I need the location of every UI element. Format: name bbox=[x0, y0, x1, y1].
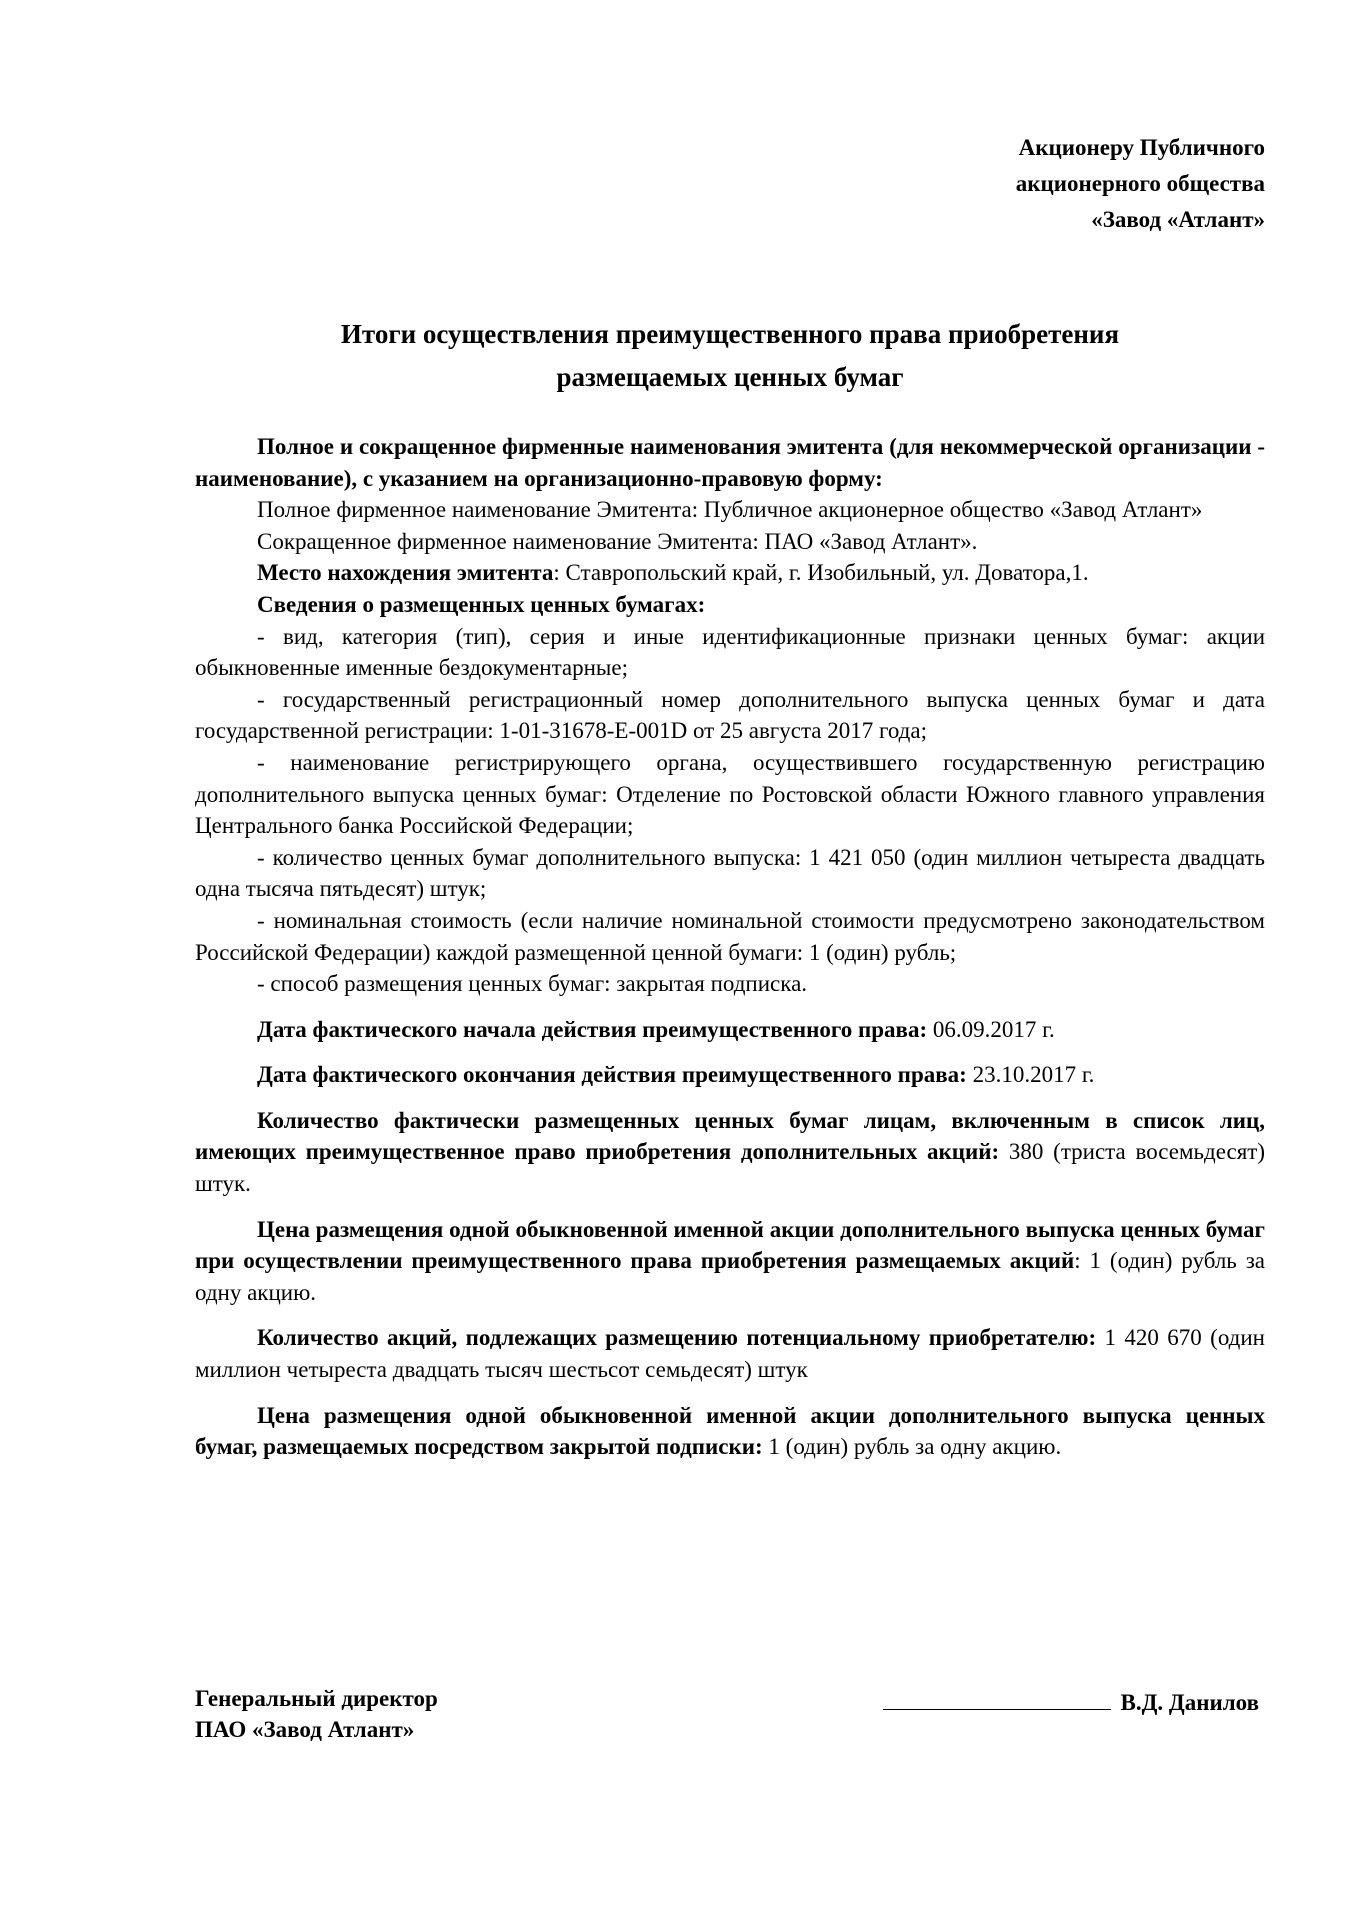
title-line: Итоги осуществления преимущественного права приобретения bbox=[340, 319, 1120, 349]
location-value: : Ставропольский край, г. Изобильный, ул. Доватора,1. bbox=[553, 560, 1089, 586]
placed-count-value: 380 (триста восемьдесят) штук. bbox=[195, 1139, 1265, 1197]
start-date-label: Дата фактического начала действия преимущественного права: bbox=[257, 1016, 928, 1042]
issuer-names-heading: Полное и сокращенное фирменные наименования эмитента (для некоммерческой организации - наименование), с указанием на организационно-правовую форму: bbox=[195, 434, 1265, 491]
price-closed-paragraph bbox=[195, 1400, 1265, 1463]
price-preemptive-label: Цена размещения одной обыкновенной именной акции дополнительного выпуска ценных бумаг при осуществлении преимущественного права приобретения размещаемых акций bbox=[195, 1216, 1265, 1274]
price-preemptive-value: : 1 (один) рубль за одну акцию. bbox=[195, 1248, 1265, 1305]
potential-buyer-paragraph bbox=[195, 1322, 1265, 1385]
securities-item: - наименование регистрирующего органа, осуществившего государственную регистрацию дополнительного выпуска ценных бумаг: Отделение по Ростовской области Южного главного управления Центрального банка Российской Федерации; bbox=[195, 749, 1265, 839]
end-date-paragraph bbox=[195, 1059, 1265, 1091]
price-closed-label: Цена размещения одной обыкновенной именной акции дополнительного выпуска ценных бумаг, размещаемых посредством закрытой подписки: bbox=[195, 1402, 1265, 1460]
location-paragraph bbox=[195, 557, 1265, 589]
price-closed-value: 1 (один) рубль за одну акцию. bbox=[762, 1434, 1062, 1460]
addressee-line: Акционеру Публичного bbox=[1018, 135, 1265, 160]
start-date-paragraph bbox=[195, 1014, 1265, 1046]
potential-buyer-value: 1 420 670 (один миллион четыреста двадцать тысяч шестьсот семьдесят) штук bbox=[195, 1325, 1265, 1383]
price-preemptive-paragraph bbox=[195, 1214, 1265, 1309]
short-name-paragraph: Сокращенное фирменное наименование Эмитента: ПАО «Завод Атлант». bbox=[257, 528, 978, 554]
signature-line bbox=[883, 1683, 1111, 1710]
end-date-value: 23.10.2017 г. bbox=[966, 1062, 1095, 1088]
document-body bbox=[195, 431, 1265, 1463]
location-label: Место нахождения эмитента bbox=[257, 560, 554, 586]
securities-item: - номинальная стоимость (если наличие номинальной стоимости предусмотрено законодательством Российской Федерации) каждой размещенной ценной бумаги: 1 (один) рубль; bbox=[195, 907, 1265, 965]
addressee-line: акционерного общества bbox=[1015, 171, 1265, 196]
signatory-position bbox=[195, 1683, 438, 1745]
document-title bbox=[195, 313, 1265, 399]
potential-buyer-label: Количество акций, подлежащих размещению потенциальному приобретателю: bbox=[257, 1325, 1097, 1351]
securities-item: - способ размещения ценных бумаг: закрытая подписка. bbox=[257, 971, 808, 997]
signatory-name: В.Д. Данилов bbox=[1120, 1690, 1259, 1715]
placed-count-paragraph bbox=[195, 1105, 1265, 1200]
securities-item: - количество ценных бумаг дополнительного выпуска: 1 421 050 (один миллион четыреста двадцать одна тысяча пятьдесят) штук; bbox=[195, 844, 1265, 902]
position-line: ПАО «Завод Атлант» bbox=[195, 1717, 415, 1742]
securities-item: - государственный регистрационный номер дополнительного выпуска ценных бумаг и дата государственной регистрации: 1-01-31678-Е-001D от 25 августа 2017 года; bbox=[195, 686, 1265, 744]
placed-count-label: Количество фактически размещенных ценных бумаг лицам, включенным в список лиц, имеющих преимущественное право приобретения дополнительных акций: bbox=[195, 1107, 1265, 1165]
title-line: размещаемых ценных бумаг bbox=[556, 362, 904, 392]
full-name-paragraph: Полное фирменное наименование Эмитента: Публичное акционерное общество «Завод Атлант» bbox=[257, 497, 1203, 523]
securities-heading: Сведения о размещенных ценных бумагах: bbox=[257, 591, 706, 617]
end-date-label: Дата фактического окончания действия преимущественного права: bbox=[257, 1062, 967, 1088]
start-date-value: 06.09.2017 г. bbox=[927, 1016, 1055, 1042]
addressee-line: «Завод «Атлант» bbox=[1091, 207, 1265, 232]
position-line: Генеральный директор bbox=[195, 1686, 438, 1711]
signatory-sign bbox=[883, 1683, 1260, 1718]
addressee-block bbox=[845, 130, 1265, 238]
securities-item: - вид, категория (тип), серия и иные идентификационные признаки ценных бумаг: акции обыкновенные именные бездокументарные; bbox=[195, 623, 1265, 681]
